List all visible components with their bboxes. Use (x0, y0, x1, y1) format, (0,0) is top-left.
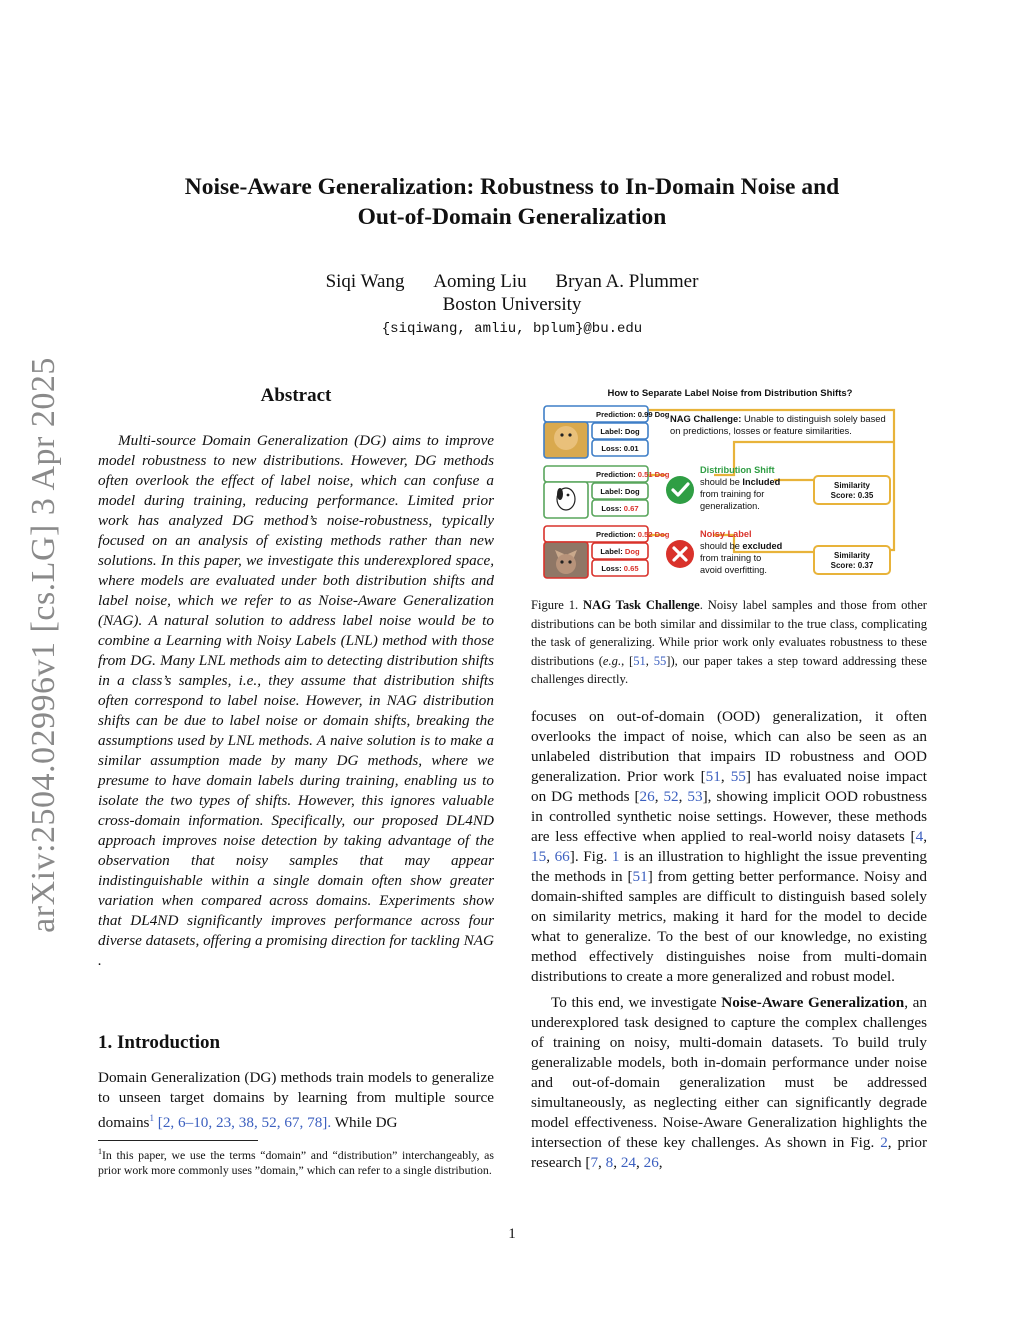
right-paragraph-2: To this end, we investigate Noise-Aware Generalization, an underexplored task designed to capture the complex challenges of training on noisy, multi-domain datasets. To build truly generalizable models, both in-domain performance under noise and out-of-domain generalization must be addressed simultaneously, as neglecting either can significantly degrade model effectiveness. Noise-Aware Generalization highlights the intersection of these key challenges. As shown in Fig. 2, prior research [7, 8, 24, 26, (531, 994, 927, 1171)
svg-text:should be Included (700, 477, 780, 487)
shift-line-2: from training for (700, 489, 765, 499)
arxiv-stamp (22, 357, 66, 933)
shift-line-3: generalization. (700, 501, 760, 511)
shift-line-1-pre: should be (700, 477, 740, 487)
challenge-line-1: Unable to distinguish solely based (743, 413, 886, 424)
text-run: , an underexplored task designed to capture the complex challenges of training on noisy, multi-domain datasets. To build truly generalizable models, both in-domain performance under noise and out-of-domain generalization must be addressed simultaneously, as neglecting either can significantly degrade model effectiveness. Noise-Aware Generalization highlights the intersection of these key challenges. As shown in Fig. (531, 994, 927, 1151)
figure-1 (538, 384, 922, 582)
svg-text:Label: Dog (600, 487, 640, 496)
card-2-label-label: Label: (600, 487, 623, 496)
shift-title: Distribution Shift (700, 465, 775, 475)
intro-text: Domain Generalization (DG) methods train models to generalize to unseen target domains by learning from multiple source domains (98, 1069, 494, 1132)
challenge-text (670, 413, 886, 436)
title-line-1: Noise-Aware Generalization: Robustness to In-Domain Noise and (184, 174, 840, 200)
similarity-2-line-2: Score: 0.37 (830, 561, 874, 570)
noisy-line-1-pre: should be (700, 541, 740, 551)
citation-link[interactable]: 55 (730, 768, 746, 785)
author-name: Siqi Wang (325, 271, 405, 292)
intro-citations[interactable]: [2, 6–10, 23, 38, 52, 67, 78]. (157, 1114, 332, 1132)
caption-label: Figure 1. (531, 598, 579, 612)
card-1-loss-value: 0.01 (623, 444, 639, 453)
noisy-title: Noisy Label (700, 529, 752, 539)
text-run: , prior research [ (531, 1134, 927, 1171)
svg-text:should be excluded (700, 541, 782, 551)
card-2-label-value: Dog (624, 487, 640, 496)
figure-caption: Figure 1. NAG Task Challenge. Noisy label samples and those from other distributions can be both similar and dissimilar to the true class, complicating the task of generalizing. While prior work only evaluates robustness to these distributions (e.g., [51, 55]), our paper takes a step toward addressing these challenges directly. (531, 598, 928, 686)
similarity-1-line-1: Similarity (833, 481, 871, 490)
footnote-text: In this paper, we use the terms “domain” and “distribution” interchangeably, as prior work more commonly uses ”domain,” which can refer to a single distribution. (98, 1147, 494, 1178)
abstract-heading: Abstract (260, 385, 332, 406)
citation-link[interactable]: 51 (632, 868, 648, 885)
intro-heading: 1. Introduction (98, 1032, 221, 1053)
citation-link[interactable]: 8 (605, 1154, 614, 1171)
card-1-loss-label: Loss: (601, 444, 622, 453)
svg-text:Loss: 0.65 (601, 564, 639, 573)
footnote-number: 1 (98, 1147, 102, 1156)
citation-link[interactable]: 51 (705, 768, 721, 785)
challenge-bold: NAG Challenge: (670, 413, 742, 424)
affiliation: Boston University (442, 294, 582, 315)
card-3-pred-value: 0.52 Dog (637, 530, 670, 539)
citation-link[interactable]: 26 (643, 1154, 659, 1171)
card-2-loss-value: 0.67 (623, 504, 639, 513)
distribution-shift-text (700, 465, 780, 511)
card-3-pred-label: Prediction: (596, 530, 636, 539)
card-3-label-label: Label: (600, 547, 623, 556)
svg-text:NAG Challenge: Unable to disti (670, 413, 886, 424)
similarity-2-line-1: Similarity (833, 551, 871, 560)
footnote-divider (98, 1140, 258, 1141)
text-run: ], showing implicit OOD robustness in controlled synthetic noise settings. However, these methods are less effective when applied to real-world noisy datasets [ (531, 788, 927, 845)
card-2-loss-label: Loss: (601, 504, 622, 513)
caption-text-c: ]), our paper takes a step toward addressing these challenges directly. (531, 653, 927, 686)
citation-link[interactable]: 53 (687, 788, 703, 805)
caption-text-a: . Noisy label samples and those from other distributions can be both similar and dissimilar to the true class, complicating the task of generalizing. While prior work only evaluates robustness to these distributions ( (531, 598, 928, 668)
noisy-line-3: avoid overfitting. (700, 565, 767, 575)
text-run: ] from getting better performance. Noisy and domain-shifted samples are difficult to distinguish based solely on similarity metrics, making it hard for the model to decide what to generalize. To the best of our knowledge, no existing method effectively distinguishes noise from multi-domain distributions to create a more generalized and robust model. (531, 868, 928, 985)
citation-link[interactable]: 15 (531, 848, 547, 865)
svg-text:Loss: 0.67 (601, 504, 638, 513)
noisy-line-2: from training to (700, 553, 762, 563)
sample-card-3 (544, 526, 670, 578)
page-number: 1 (508, 1226, 516, 1242)
author-list (100, 270, 924, 293)
cross-icon (666, 540, 694, 568)
author-emails: {siqiwang, amliu, bplum}@bu.edu (381, 321, 643, 337)
card-3-loss-value: 0.65 (623, 564, 639, 573)
text-run: focuses on out-of-domain (OOD) generalization, it often overlooks the impact of noise, which can also be seen as an unlabeled distribution that impairs ID robustness and OOD generalization. Prior work [ (531, 708, 927, 785)
author-block (100, 270, 924, 316)
card-2-pred-value: 0.51 Dog (637, 470, 670, 479)
arxiv-id: arXiv:2504.02996v1 [cs.LG] 3 Apr 2025 (25, 357, 62, 933)
svg-text:Label: Dog (600, 547, 640, 556)
figure-diagram (538, 384, 922, 582)
title-line-2: Out-of-Domain Generalization (357, 204, 667, 230)
figure-ref-link[interactable]: 2 (880, 1134, 888, 1151)
text-run: is an illustration to highlight the issue preventing the methods in [ (531, 848, 928, 885)
card-1-pred-value: 0.99 Dog (637, 410, 670, 419)
card-1-label-value: Dog (624, 427, 640, 436)
sample-card-1 (544, 406, 670, 458)
figure-title: How to Separate Label Noise from Distribution Shifts? (607, 388, 853, 399)
intro-paragraph (98, 1068, 494, 1133)
citation-link[interactable]: 4 (915, 828, 924, 845)
text-run: , (658, 1154, 663, 1171)
paper-title (100, 172, 924, 232)
svg-text:Loss: 0.01 (601, 444, 639, 453)
right-paragraph-1: focuses on out-of-domain (OOD) generalization, it often overlooks the impact of noise, which can also be seen as an unlabeled distribution that impairs ID robustness and OOD generalization. Prior work [51, 55] has evaluated noise impact on DG methods [26, 52, 53], showing implicit OOD robustness in controlled synthetic noise settings. However, these methods are less effective when applied to real-world noisy datasets [4, 15, 66]. Fig. 1 is an illustration to highlight the issue preventing the methods in [51] from getting better performance. Noisy and domain-shifted samples are difficult to distinguish based solely on similarity metrics, making it hard for the model to decide what to generalize. To the best of our knowledge, no existing method effectively distinguishes noise from multi-domain distributions to create a more generalized and robust model. (531, 708, 928, 985)
similarity-box-2 (814, 546, 890, 574)
footnote-marker[interactable]: 1 (149, 1113, 154, 1123)
card-2-pred-label: Prediction: (596, 470, 636, 479)
citation-link[interactable]: 52 (663, 788, 679, 805)
svg-text:Prediction: 0.99 Dog (596, 410, 670, 419)
abstract-text: Multi-source Domain Generalization (DG) aims to improve model robustness to new distributions. However, DG methods often overlook the effect of label noise, which can confuse a model during training, reducing performance. Limited prior work has analyzed DG method’s noise-robustness, typically focused on an analysis of existing methods rather than new solutions. In this paper, we investigate this underexplored space, where models are evaluated under both distribution shifts and label noise, which we refer to as Noise-Aware Generalization (NAG). A natural solution to address label noise would be to combine a Learning with Noisy Labels (LNL) method with those from DG. Many LNL methods aim to detecting distribution shifts in a class’s samples, i.e., they assume that distribution shifts often correspond to label noise. However, in NAG distribution shifts can be due to label noise or domain shifts, breaking the assumptions used by LNL methods. A naive solution is to make a similar assumption made by many DG methods, where we presume to have domain labels during training, enabling us to isolate the two types of shifts. However, this ignores valuable cross-domain information. Specifically, our proposed DL4ND approach improves noise detection by taking advantage of the observation that noisy samples that may appear indistinguishable within a single domain often show greater variation when compared across domains. Experiments show that DL4ND significantly improves performance across four diverse datasets, offering a promising direction for tackling NAG . (98, 432, 494, 969)
card-1-pred-label: Prediction: (596, 410, 636, 419)
card-3-loss-label: Loss: (601, 564, 622, 573)
similarity-box-1 (814, 476, 890, 504)
author-name: Bryan A. Plummer (555, 271, 699, 292)
right-column-body (531, 707, 927, 1179)
noisy-line-1-bold: excluded (742, 541, 783, 551)
intro-tail: While DG (334, 1114, 398, 1132)
check-icon (666, 476, 694, 504)
svg-text:Prediction: 0.51 Dog (596, 470, 670, 479)
similarity-1-line-2: Score: 0.35 (830, 491, 874, 500)
card-3-label-value: Dog (624, 547, 640, 556)
caption-bold: NAG Task Challenge (583, 598, 700, 612)
caption-cite-51[interactable]: 51 (633, 653, 646, 668)
caption-eg: e.g. (602, 653, 622, 668)
task-name: Noise-Aware Generalization (721, 994, 905, 1011)
sample-card-2 (544, 466, 670, 518)
svg-text:Label: Dog (600, 427, 640, 436)
caption-text-b: , [ (621, 653, 634, 668)
svg-text:Prediction: 0.52 Dog (596, 530, 670, 539)
citation-link[interactable]: 24 (620, 1154, 636, 1171)
citation-link[interactable]: 66 (554, 848, 570, 865)
citation-link[interactable]: 7 (590, 1154, 599, 1171)
text-run: ]. Fig. (569, 848, 608, 865)
challenge-line-2: on predictions, losses or feature similarities. (670, 425, 852, 436)
citation-link[interactable]: 26 (639, 788, 655, 805)
footnote (98, 1144, 494, 1179)
shift-line-1-bold: Included (742, 477, 781, 487)
card-1-label-label: Label: (600, 427, 623, 436)
text-run: ] has evaluated noise impact on DG methods [ (531, 768, 927, 805)
caption-cite-55[interactable]: 55 (653, 653, 667, 668)
text-run: To this end, we investigate (551, 994, 717, 1011)
author-name: Aoming Liu (433, 271, 527, 292)
figure-ref-link[interactable]: 1 (611, 848, 620, 865)
